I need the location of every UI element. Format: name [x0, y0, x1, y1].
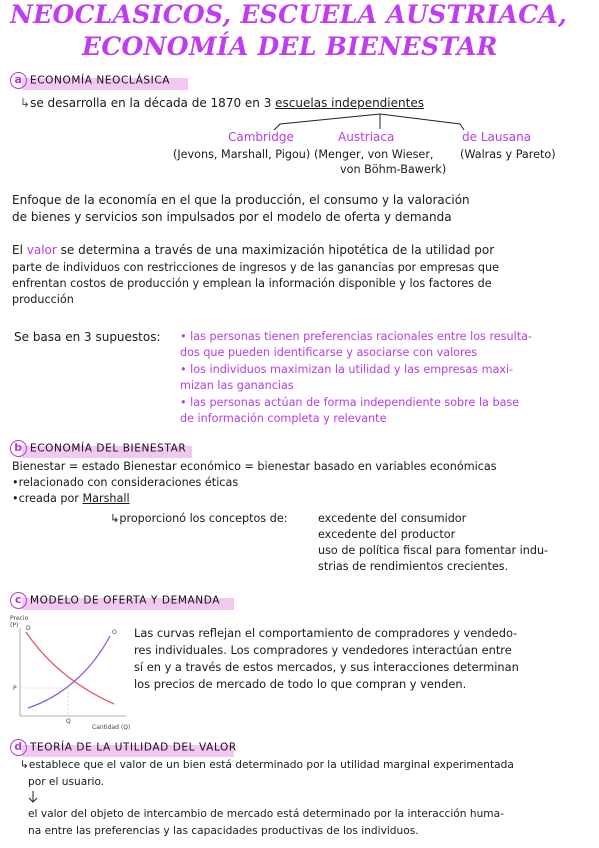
- graph-o-label: O: [112, 629, 117, 636]
- curvas-line-4: los precios de mercado de todo lo que compran y venden.: [134, 677, 467, 691]
- graph-xlabel: Cantidad (Q): [92, 724, 131, 731]
- school-lausana-members: (Walras y Pareto): [460, 148, 556, 161]
- section-a-marker: a: [10, 72, 27, 89]
- enfoque-line-1: Enfoque de la economía en el que la producción, el consumo y la valoración: [12, 193, 470, 207]
- supuesto-3a: • las personas actúan de forma independiente sobre la base: [180, 396, 520, 409]
- utilidad-line-1: ↳establece que el valor de un bien está determinado por la utilidad marginal experimentada: [20, 759, 514, 771]
- section-d-heading: d TEORÍA DE LA UTILIDAD DEL VALOR: [10, 739, 237, 756]
- supply-curve: [28, 636, 110, 708]
- section-c-marker: c: [10, 592, 27, 609]
- concept-2: excedente del productor: [318, 528, 456, 541]
- proporciono-label: ↳proporcionó los conceptos de:: [110, 512, 288, 525]
- section-a-intro: ↳se desarrolla en la década de 1870 en 3 escuelas independientes: [20, 96, 424, 110]
- supuesto-1a: • las personas tienen preferencias racionales entre los resulta-: [180, 330, 532, 343]
- graph-ylabel-2: (P): [10, 622, 19, 629]
- supuesto-3b: de información completa y relevante: [180, 412, 387, 425]
- graph-ylabel-1: Precio: [10, 615, 29, 622]
- concept-4: strias de rendimientos crecientes.: [318, 560, 509, 573]
- demand-curve: [26, 632, 114, 704]
- school-austriaca-members-2: von Böhm-Bawerk): [340, 163, 447, 176]
- curvas-line-2: res individuales. Los compradores y vendedores interactúan entre: [134, 643, 512, 657]
- concept-3: uso de política fiscal para fomentar indu-: [318, 544, 549, 557]
- graph-d-label: D: [26, 625, 31, 632]
- supuesto-2b: mizan las ganancias: [180, 379, 294, 392]
- school-lausana: de Lausana: [462, 130, 532, 144]
- utilidad-line-4: na entre las preferencias y las capacidades productivas de los individuos.: [28, 825, 419, 837]
- section-b-heading: b ECONOMÍA DEL BIENESTAR: [10, 440, 186, 457]
- school-austriaca-members: (Menger, von Wieser,: [314, 148, 434, 161]
- enfoque-line-2: de bienes y servicios son impulsados por el modelo de oferta y demanda: [12, 210, 452, 224]
- valor-line-3: enfrentan costos de producción y emplean la información disponible y los factores de: [12, 277, 492, 290]
- curvas-line-3: sí en y a través de estos mercados, y sus interacciones determinan: [134, 660, 519, 674]
- school-cambridge-members: (Jevons, Marshall, Pigou): [173, 148, 311, 161]
- bienestar-bullet-2: •creada por Marshall: [12, 492, 130, 505]
- school-austriaca: Austriaca: [338, 130, 395, 144]
- section-b-marker: b: [10, 440, 27, 457]
- valor-line-1: El valor se determina a través de una maximización hipotética de la utilidad por: [12, 243, 495, 257]
- curvas-line-1: Las curvas reflejan el comportamiento de compradores y vendedo-: [134, 626, 518, 640]
- utilidad-line-3: el valor del objeto de intercambio de mercado está determinado por la interacción huma-: [28, 808, 504, 820]
- section-c-heading: c MODELO DE OFERTA Y DEMANDA: [10, 592, 220, 609]
- graph-q-label: Q: [66, 718, 71, 725]
- bienestar-definition: Bienestar = estado Bienestar económico = bienestar basado en variables económicas: [12, 460, 497, 473]
- graph-p-label: P: [13, 685, 17, 692]
- valor-line-2: parte de individuos con restricciones de ingresos y de las ganancias por empresas que: [12, 261, 499, 274]
- school-cambridge: Cambridge: [228, 130, 294, 144]
- page-title-line1: NEOCLASICOS, ESCUELA AUSTRIACA,: [10, 0, 568, 29]
- section-a-heading: a ECONOMÍA NEOCLÁSICA: [10, 72, 170, 89]
- page-title-line2: ECONOMÍA DEL BIENESTAR: [82, 32, 498, 61]
- down-arrow-icon: [26, 790, 40, 804]
- utilidad-line-2: por el usuario.: [28, 776, 105, 788]
- concept-1: excedente del consumidor: [318, 512, 467, 525]
- supuesto-1b: dos que pueden identificarse y asociarse con valores: [180, 346, 478, 359]
- supuestos-label: Se basa en 3 supuestos:: [14, 330, 161, 344]
- supuesto-2a: • los individuos maximizan la utilidad y las empresas maxi-: [180, 363, 514, 376]
- supply-demand-graph: [6, 612, 132, 734]
- bienestar-bullet-1: •relacionado con consideraciones éticas: [12, 476, 239, 489]
- valor-line-4: producción: [12, 293, 74, 306]
- section-d-marker: d: [10, 739, 27, 756]
